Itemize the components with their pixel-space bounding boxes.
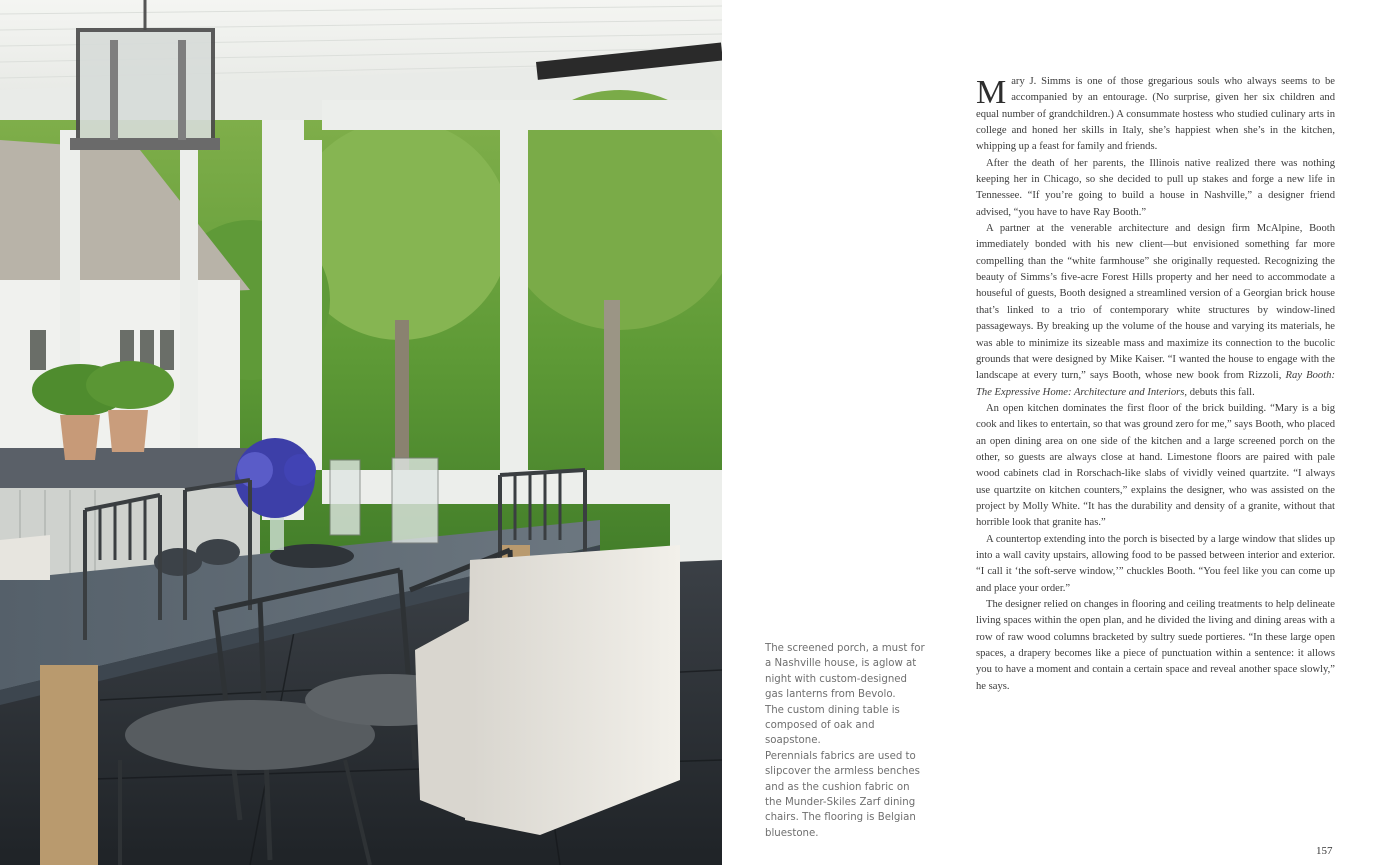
article-paragraph: A countertop extending into the porch is bisected by a large window that slides up into a wall cavity upstairs, allowing food to be passed between interior and exterior. “I call it ‘the soft-serve window,’” chuckles Booth. “You feel like you can come up and place your order.” [976, 533, 1335, 594]
caption-line: and as the cushion fabric on [765, 781, 910, 793]
page-number: 157 [1316, 845, 1333, 857]
paragraph-text: ary J. Simms is one of those gregarious souls who always seems to be accompanied by an entourage. (No surprise, given her six children and equal number of grandchildren.) A consummate hostess who studied culinary arts in college and honed her skills in Italy, she’s happiest when she’s in the kitchen, whipping up a feast for family and friends. [976, 76, 1335, 153]
drop-cap: M [976, 74, 1007, 111]
paragraph-text: A partner at the venerable architecture and design firm McAlpine, Booth immediately bonded with his new client—but envisioned something far more compelling than the “white farmhouse” she originally requested. Recognizing the beauty of Simms’s five-acre Forest Hills property and her need to accommodate a houseful of guests, Booth designed a streamlined version of a Georgian brick house that’s linked to a trio of contemporary white structures by window-lined passageways. By breaking up the volume of the house and varying its materials, he was able to minimize its sizeable mass and maximize its connection to the bucolic grounds that were designed by Mike Kaiser. “I wanted the house to engage with the landscape at every turn,” says Booth, whose new book from Rizzoli, [976, 223, 1335, 382]
caption-line: slipcover the armless benches [765, 766, 920, 778]
paragraph-text: , debuts this fall. [1184, 386, 1255, 398]
article-paragraph: After the death of her parents, the Illinois native realized there was nothing keeping her in Chicago, so she decided to pull up stakes and forge a new life in Tennessee. “If you’re going to build a house in Nashville,” a designer friend advised, “you have to have Ray Booth.” [976, 157, 1335, 218]
caption-line: Perennials fabrics are used to [765, 750, 916, 762]
caption-line: the Munder-Skiles Zarf dining [765, 797, 916, 809]
caption-line: gas lanterns from Bevolo. [765, 689, 896, 701]
article-paragraph: An open kitchen dominates the first floor of the brick building. “Mary is a big cook and likes to entertain, so that was ground zero for me,” says Booth, who placed an open dining area on one side of the kitchen and a large screened porch on the other, so guests are always close at hand. Limestone floors are paired with pale wood cabinets clad in Rorschach-like slabs of vividly veined quartzite. “I always use quartzite on kitchen counters,” explains the designer, who was assisted on the project by Molly White. “It has the durability and density of a granite, without that horrible look that granite has.” [976, 402, 1335, 529]
book-title: Ray Booth: The Expressive Home: Architecture and Interiors [976, 370, 1335, 398]
photo-caption [765, 641, 933, 841]
caption-line: The custom dining table is [765, 704, 900, 716]
article-body [976, 74, 1335, 695]
caption-line: composed of oak and soapstone. [765, 720, 875, 747]
caption-line: bluestone. [765, 827, 819, 839]
article-paragraph [976, 221, 1335, 401]
article-paragraph [976, 74, 1335, 156]
article-paragraph: The designer relied on changes in flooring and ceiling treatments to help delineate living spaces within the open plan, and he divided the living and dining areas with a row of raw wood columns bracketed by sultry suede portieres. “In these large open spaces, a drapery becomes like a piece of punctuation within a sentence: it allows you to have a moment and contain a certain space and reveal another space slowly,” he says. [976, 599, 1335, 692]
caption-line: night with custom-designed [765, 673, 908, 685]
caption-line: The screened porch, a must for [765, 643, 925, 654]
caption-line: chairs. The flooring is Belgian [765, 812, 916, 824]
caption-line: a Nashville house, is aglow at [765, 658, 917, 670]
